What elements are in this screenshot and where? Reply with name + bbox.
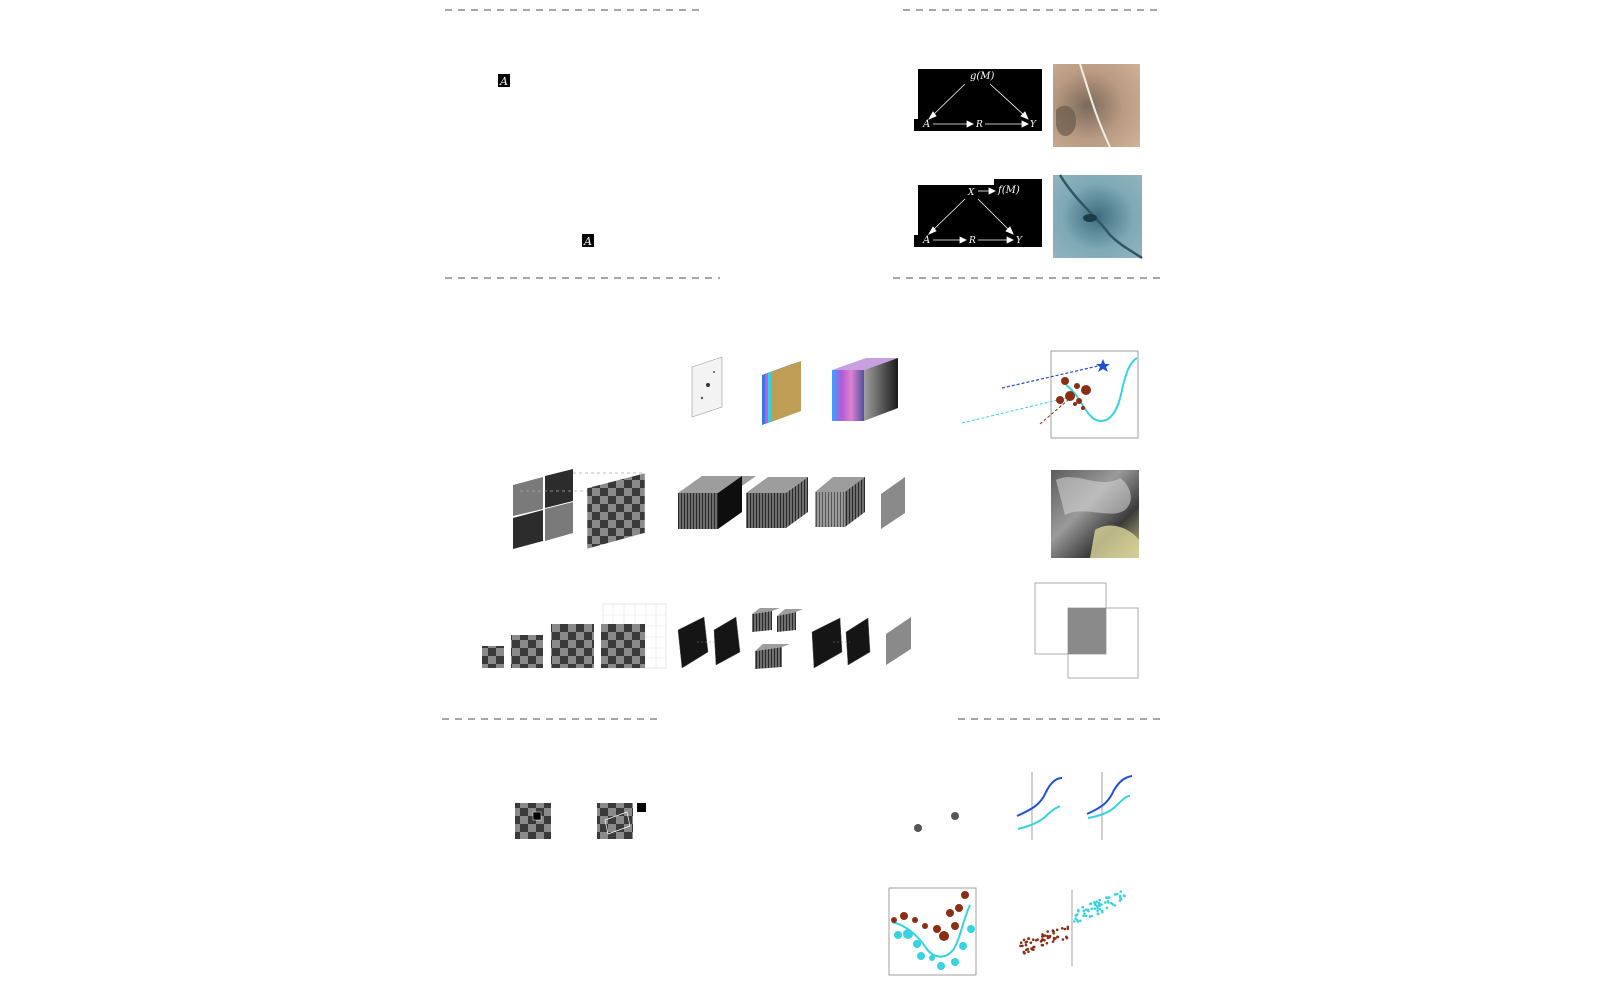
slab-pair-1-a xyxy=(678,617,708,668)
brown-point xyxy=(922,923,928,929)
cyan-point xyxy=(917,952,925,960)
dag-top xyxy=(914,69,1042,131)
patch-row xyxy=(513,469,905,549)
cyan-dot xyxy=(1099,908,1102,911)
cyan-dot xyxy=(1101,911,1104,914)
brown-point xyxy=(961,891,969,899)
checker-scale-3 xyxy=(551,624,594,668)
cyan-dot xyxy=(1082,915,1085,918)
satellite-grayscale-cloud xyxy=(1056,477,1131,515)
brown-dot xyxy=(1061,927,1064,930)
curve-pair-1-cyan xyxy=(1018,806,1060,829)
feature-cube-2-front xyxy=(746,493,786,528)
cyan-point xyxy=(967,925,975,933)
cyan-dot xyxy=(1073,920,1076,923)
feature-cube-1 xyxy=(678,476,756,529)
dag-top-node-r: R xyxy=(976,120,983,130)
cyan-dot xyxy=(1119,899,1122,902)
cyan-dot xyxy=(1106,907,1109,910)
brown-point xyxy=(912,917,918,923)
brown-dot xyxy=(1056,929,1059,932)
panel-f xyxy=(889,772,1132,975)
cyan-dot xyxy=(1082,910,1085,913)
brown-dot xyxy=(1019,945,1022,948)
dag-bottom-node-y: Y xyxy=(1016,236,1022,246)
cyan-point xyxy=(929,955,935,961)
checker-scale-1 xyxy=(482,646,504,668)
input-image-dot-3 xyxy=(713,371,715,373)
brown-dot xyxy=(1025,944,1028,947)
cyan-dot xyxy=(1108,896,1111,899)
dag-top-node-g: g(M) xyxy=(970,71,995,82)
satellite-image-bottom-lake xyxy=(1083,214,1097,222)
cyan-dot xyxy=(1093,901,1096,904)
cyan-dot xyxy=(1099,904,1102,907)
brown-dot xyxy=(1032,938,1035,941)
glyph-bottom: A xyxy=(584,235,592,248)
overlap-boxes xyxy=(1035,583,1138,678)
cyan-dot xyxy=(1123,894,1126,897)
brown-dot xyxy=(1052,932,1055,935)
panel-b xyxy=(914,64,1142,258)
quad-grid xyxy=(513,469,573,549)
feature-cube-2 xyxy=(746,477,808,528)
quad-grid-br xyxy=(545,502,573,541)
brown-dot xyxy=(1062,938,1065,941)
brown-dot xyxy=(1041,938,1044,941)
checker-scale-2 xyxy=(511,635,543,668)
brown-dot xyxy=(1046,930,1049,933)
dag-bottom-node-x: X xyxy=(968,188,975,198)
cyan-dot xyxy=(1076,919,1079,922)
satellite-image-bottom xyxy=(1053,175,1142,258)
brown-point xyxy=(1073,402,1077,406)
feature-cube-3 xyxy=(815,477,865,527)
checker-patch-b-marker xyxy=(637,803,646,812)
brown-dot xyxy=(1023,952,1026,955)
brown-point xyxy=(891,917,897,923)
checker-patch-a-highlight xyxy=(533,812,541,820)
cyan-dot xyxy=(1089,915,1092,918)
brown-point xyxy=(1081,406,1085,410)
brown-point xyxy=(946,909,954,917)
cyan-dot xyxy=(1079,920,1082,923)
panel-e xyxy=(515,803,646,839)
cyan-dot xyxy=(1081,906,1084,909)
dag-bottom-node-f: f(M) xyxy=(998,185,1020,196)
quad-grid-tl xyxy=(513,477,543,516)
cyan-point xyxy=(903,929,913,939)
slab-pair-2-a xyxy=(812,618,842,668)
slab-pair-2 xyxy=(812,618,870,668)
cyan-dot xyxy=(1077,910,1080,913)
brown-point xyxy=(951,922,959,930)
scatter-fit-frame xyxy=(889,888,976,975)
cyan-point xyxy=(937,962,945,970)
curve-pair-2 xyxy=(1087,772,1132,840)
dag-bottom-node-r: R xyxy=(969,236,976,246)
gray-point-1 xyxy=(914,824,922,832)
dag-top-node-y: Y xyxy=(1030,120,1036,130)
cyan-dot xyxy=(1094,907,1097,910)
quad-grid-tr xyxy=(545,469,573,508)
spectral-cube-front xyxy=(832,370,864,421)
brown-dot xyxy=(1027,937,1030,940)
spectral-cube xyxy=(832,358,898,421)
cyan-dot xyxy=(1120,890,1123,893)
cyan-point xyxy=(959,942,967,950)
brown-point xyxy=(1074,383,1080,389)
input-image-sheet xyxy=(692,357,722,417)
brown-point xyxy=(939,931,949,941)
input-image-dot-2 xyxy=(701,397,703,399)
checker-scale-4 xyxy=(601,624,645,668)
output-sheet-3 xyxy=(886,617,911,665)
brown-dot xyxy=(1067,928,1070,931)
cyan-dot xyxy=(1085,915,1088,918)
cyan-dot xyxy=(1112,903,1115,906)
overlap-region xyxy=(1068,608,1106,654)
cyan-dot xyxy=(1119,897,1122,900)
multiscale-row xyxy=(482,604,911,669)
split-scatter-plot xyxy=(1019,890,1126,966)
curve-pair-2-blue xyxy=(1087,776,1132,814)
cyan-dot xyxy=(1098,899,1101,902)
slab-pair-1-b xyxy=(714,617,740,665)
split-scatter-brown xyxy=(1019,926,1069,955)
quad-grid-bl xyxy=(513,510,543,549)
cyan-point xyxy=(913,940,921,948)
brown-point xyxy=(933,925,941,933)
dag-bottom-node-a: A xyxy=(923,235,931,246)
cyan-dot xyxy=(1075,914,1078,917)
cyan-dot xyxy=(1091,908,1094,911)
brown-dot xyxy=(1065,936,1068,939)
brown-dot xyxy=(1054,937,1057,940)
brown-dot xyxy=(1023,939,1026,942)
feature-cube-3-front xyxy=(815,492,845,527)
checker-sheet xyxy=(587,473,645,549)
brown-point xyxy=(1076,398,1082,404)
cyan-dot xyxy=(1107,900,1110,903)
cyan-point xyxy=(951,958,959,966)
cyan-dot xyxy=(1104,901,1107,904)
cyan-dot xyxy=(1096,910,1099,913)
feature-cube-1-top xyxy=(678,476,756,493)
cyan-dot xyxy=(1096,907,1099,910)
cyan-dot xyxy=(1098,902,1101,905)
color-band-stack xyxy=(762,361,801,425)
checker-patch-b xyxy=(597,803,633,839)
brown-dot xyxy=(1020,941,1023,944)
brown-point xyxy=(900,912,908,920)
trajectory-plot xyxy=(962,351,1138,438)
slab-pair-1 xyxy=(678,617,740,668)
cyan-dot xyxy=(1096,901,1099,904)
slab-pair-2-b xyxy=(846,618,870,665)
dag-bottom xyxy=(914,179,1042,247)
brown-dot xyxy=(1048,936,1051,939)
brown-dot xyxy=(1030,941,1033,944)
split-scatter-cyan xyxy=(1073,890,1126,923)
output-sheet-2 xyxy=(881,477,905,529)
glyph-top: A xyxy=(500,75,508,88)
brown-point xyxy=(1061,377,1069,385)
cyan-dot xyxy=(1116,893,1119,896)
brown-dot xyxy=(1026,941,1029,944)
panel-c xyxy=(482,357,911,669)
brown-dot xyxy=(1042,944,1045,947)
cyan-dot xyxy=(1097,913,1100,916)
satellite-image-bottom-bg xyxy=(1053,175,1142,258)
gray-point-2 xyxy=(951,812,959,820)
curve-pair-1 xyxy=(1017,772,1062,840)
checker-patch-a xyxy=(515,803,551,839)
trajectory-plot-frame xyxy=(1051,351,1138,438)
brown-dot xyxy=(1025,949,1028,952)
cyan-dot xyxy=(1094,903,1097,906)
scatter-fit-plot xyxy=(889,888,976,975)
feature-cube-1-front xyxy=(678,493,718,529)
cyan-point xyxy=(894,931,902,939)
mini-cube-cluster xyxy=(752,608,803,669)
panel-d xyxy=(962,351,1139,678)
brown-point xyxy=(1081,385,1091,395)
dag-top-node-a: A xyxy=(923,119,931,130)
cyan-dot xyxy=(1087,909,1090,912)
brown-point xyxy=(1056,396,1064,404)
satellite-grayscale xyxy=(1051,470,1139,558)
brown-point xyxy=(1065,391,1075,401)
curve-pair-1-blue xyxy=(1017,778,1062,816)
brown-dot xyxy=(1046,942,1049,945)
satellite-image-top xyxy=(1053,64,1140,147)
brown-dot xyxy=(1052,940,1055,943)
brown-dot xyxy=(1064,928,1067,931)
panel-a xyxy=(498,74,594,248)
input-image-dot-1 xyxy=(706,383,710,387)
input-stack-row xyxy=(692,357,898,425)
brown-dot xyxy=(1035,939,1038,942)
brown-dot xyxy=(1041,933,1044,936)
brown-point xyxy=(955,904,963,912)
cyan-dot xyxy=(1090,902,1093,905)
mini-cube-a xyxy=(752,611,772,632)
brown-dot xyxy=(1030,947,1033,950)
satellite-image-top-patch xyxy=(1056,106,1076,136)
brown-dot xyxy=(1027,951,1030,954)
